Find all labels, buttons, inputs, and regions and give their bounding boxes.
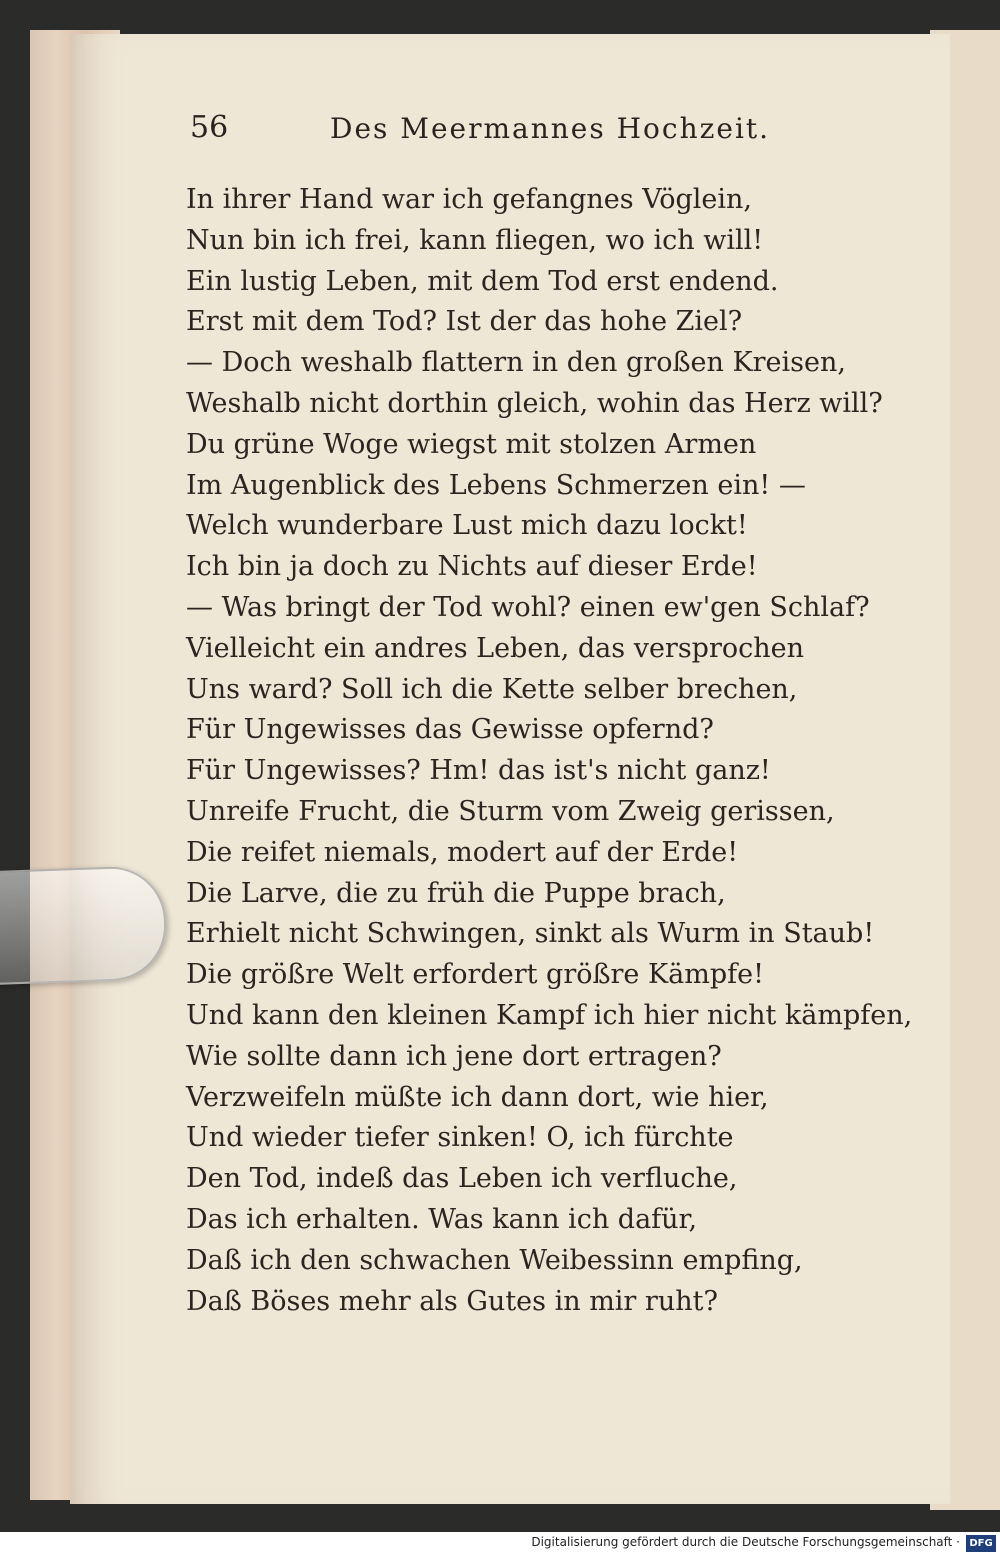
poem-text: [186, 180, 913, 1322]
poem-line: Für Ungewisses? Hm! das ist's nicht ganz!: [186, 755, 771, 787]
poem-line: Du grüne Woge wiegst mit stolzen Armen: [186, 428, 757, 460]
poem-line: Vielleicht ein andres Leben, das versprochen: [186, 632, 805, 664]
poem-line: Wie sollte dann ich jene dort ertragen?: [186, 1040, 722, 1072]
poem-line: Und wieder tiefer sinken! O, ich fürchte: [186, 1122, 734, 1154]
funding-credit: Digitalisierung gefördert durch die Deutsche Forschungsgemeinschaft ·: [531, 1535, 960, 1549]
poem-line: Daß ich den schwachen Weibessinn empfing,: [186, 1244, 803, 1276]
dfg-logo: DFG: [966, 1535, 996, 1552]
poem-line: Den Tod, indeß das Leben ich verfluche,: [186, 1163, 738, 1195]
poem-line: Ein lustig Leben, mit dem Tod erst endend.: [186, 265, 779, 297]
poem-line: Nun bin ich frei, kann fliegen, wo ich will!: [186, 224, 764, 256]
poem-line: Das ich erhalten. Was kann ich dafür,: [186, 1203, 698, 1235]
poem-line: Verzweifeln müßte ich dann dort, wie hier,: [186, 1081, 769, 1113]
poem-line: Die Larve, die zu früh die Puppe brach,: [186, 877, 726, 909]
running-title: Des Meermannes Hochzeit.: [330, 112, 771, 145]
poem-line: Und kann den kleinen Kampf ich hier nicht kämpfen,: [186, 999, 913, 1031]
poem-line: Daß Böses mehr als Gutes in mir ruht?: [186, 1285, 718, 1317]
poem-line: — Doch weshalb flattern in den großen Kreisen,: [186, 347, 846, 379]
poem-line: Weshalb nicht dorthin gleich, wohin das Herz will?: [186, 387, 883, 419]
poem-line: Welch wunderbare Lust mich dazu lockt!: [186, 510, 748, 542]
page-holder-clip: [0, 865, 168, 985]
poem-line: Im Augenblick des Lebens Schmerzen ein! —: [186, 469, 806, 501]
poem-line: Die größre Welt erfordert größre Kämpfe!: [186, 959, 764, 991]
poem-line: Erhielt nicht Schwingen, sinkt als Wurm in Staub!: [186, 918, 875, 950]
page-number: 56: [190, 110, 229, 145]
poem-line: Erst mit dem Tod? Ist der das hohe Ziel?: [186, 306, 743, 338]
poem-line: In ihrer Hand war ich gefangnes Vöglein,: [186, 184, 752, 215]
poem-line: Unreife Frucht, die Sturm vom Zweig gerissen,: [186, 795, 835, 827]
page-header: [190, 110, 770, 160]
poem-line: Die reifet niemals, modert auf der Erde!: [186, 836, 739, 868]
poem-line: Ich bin ja doch zu Nichts auf dieser Erde!: [186, 551, 758, 583]
footer-bar: [0, 1532, 1000, 1556]
poem-line: — Was bringt der Tod wohl? einen ew'gen Schlaf?: [186, 591, 870, 623]
poem-line: Uns ward? Soll ich die Kette selber brechen,: [186, 673, 798, 705]
poem-line: Für Ungewisses das Gewisse opfernd?: [186, 714, 714, 746]
